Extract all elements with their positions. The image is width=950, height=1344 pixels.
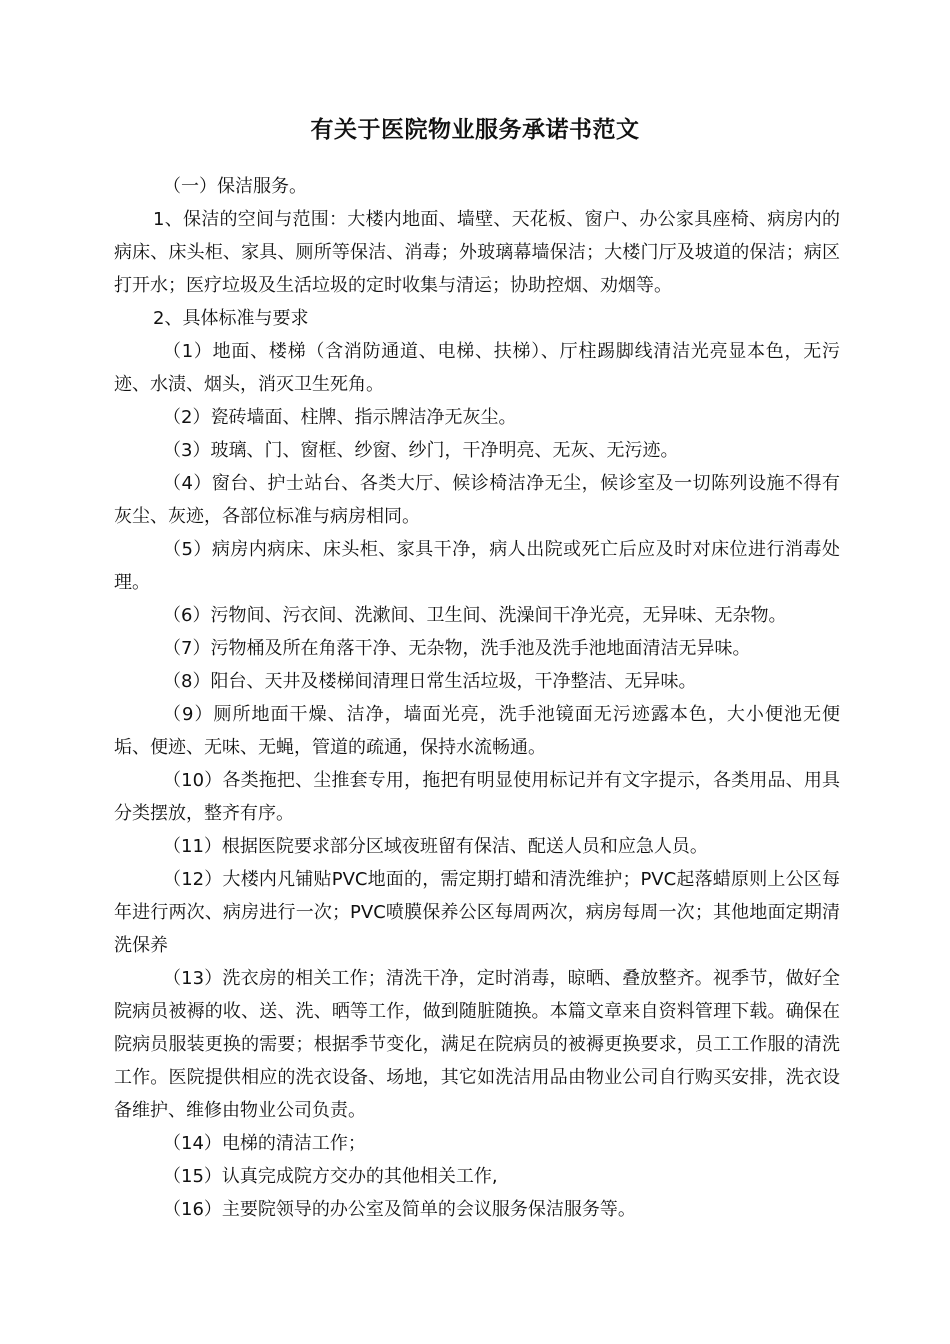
- paragraph-standards-heading: 2、具体标准与要求: [153, 308, 309, 329]
- standard-item-6: （6）污物间、污衣间、洗漱间、卫生间、洗澡间干净光亮，无异味、无杂物。: [163, 605, 787, 626]
- paragraph-scope: 1、保洁的空间与范围：大楼内地面、墙壁、天花板、窗户、办公家具座椅、病房内的病床、床头柜、家具、厕所等保洁、消毒；外玻璃幕墙保洁；大楼门厅及坡道的保洁；病区打开水；医疗垃圾及生活垃圾的定时收集与清运；协助控烟、劝烟等。: [114, 209, 840, 296]
- standard-item-10: （10）各类拖把、尘推套专用，拖把有明显使用标记并有文字提示，各类用品、用具分类摆放，整齐有序。: [114, 770, 840, 824]
- standard-item-4: （4）窗台、护士站台、各类大厅、候诊椅洁净无尘，候诊室及一切陈列设施不得有灰尘、灰迹，各部位标准与病房相同。: [114, 473, 840, 527]
- standard-item-13: （13）洗衣房的相关工作；清洗干净，定时消毒，晾晒、叠放整齐。视季节，做好全院病员被褥的收、送、洗、晒等工作，做到随脏随换。本篇文章来自资料管理下载。确保在院病员服装更换的需要；根据季节变化，满足在院病员的被褥更换要求，员工工作服的清洗工作。医院提供相应的洗衣设备、场地，其它如洗洁用品由物业公司自行购买安排，洗衣设备维护、维修由物业公司负责。: [114, 968, 840, 1121]
- standard-item-5: （5）病房内病床、床头柜、家具干净，病人出院或死亡后应及时对床位进行消毒处理。: [114, 539, 840, 593]
- document-title: 有关于医院物业服务承诺书范文: [310, 117, 640, 143]
- standard-item-2: （2）瓷砖墙面、柱牌、指示牌洁净无灰尘。: [163, 407, 517, 428]
- standard-item-12: （12）大楼内凡铺贴PVC地面的，需定期打蜡和清洗维护；PVC起落蜡原则上公区每年进行两次、病房进行一次；PVC喷膜保养公区每周两次，病房每周一次；其他地面定期清洗保养: [114, 869, 840, 956]
- standard-item-15: （15）认真完成院方交办的其他相关工作,: [163, 1166, 498, 1187]
- standard-item-3: （3）玻璃、门、窗框、纱窗、纱门，干净明亮、无灰、无污迹。: [163, 440, 679, 461]
- standard-item-7: （7）污物桶及所在角落干净、无杂物，洗手池及洗手池地面清洁无异味。: [163, 638, 751, 659]
- standard-item-11: （11）根据医院要求部分区域夜班留有保洁、配送人员和应急人员。: [163, 836, 708, 857]
- standard-item-1: （1）地面、楼梯（含消防通道、电梯、扶梯）、厅柱踢脚线清洁光亮显本色，无污迹、水渍、烟头，消灭卫生死角。: [114, 341, 840, 395]
- section-heading: （一）保洁服务。: [163, 176, 307, 197]
- standard-item-8: （8）阳台、天井及楼梯间清理日常生活垃圾，干净整洁、无异味。: [163, 671, 697, 692]
- standard-item-14: （14）电梯的清洁工作；: [163, 1133, 366, 1154]
- standard-item-16: （16）主要院领导的办公室及简单的会议服务保洁服务等。: [163, 1199, 636, 1220]
- standard-item-9: （9）厕所地面干燥、洁净，墙面光亮，洗手池镜面无污迹露本色，大小便池无便垢、便迹、无味、无蝇，管道的疏通，保持水流畅通。: [114, 704, 840, 758]
- document-body: [114, 170, 840, 1226]
